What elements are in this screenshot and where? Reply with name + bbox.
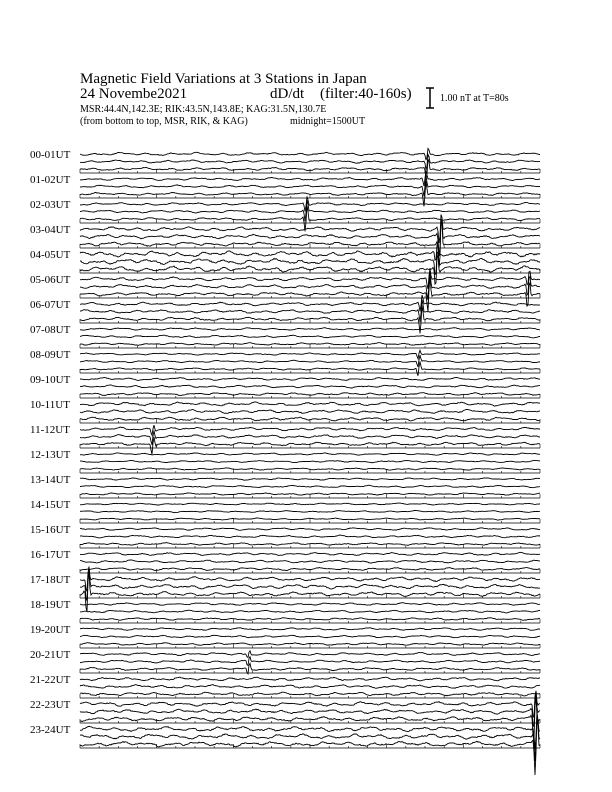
hour-label: 20-21UT — [30, 649, 71, 661]
hour-label: 02-03UT — [30, 199, 71, 211]
trace-line — [80, 460, 540, 462]
trace-line — [80, 159, 540, 178]
trace-line — [80, 181, 540, 206]
hour-label: 12-13UT — [30, 449, 71, 461]
trace-line — [80, 478, 540, 480]
hour-label: 16-17UT — [30, 549, 71, 561]
trace-line — [80, 560, 540, 563]
hour-label: 08-09UT — [30, 349, 71, 361]
hour-label: 01-02UT — [30, 174, 71, 186]
trace-line — [80, 409, 540, 413]
quantity-label: dD/dt — [270, 86, 305, 102]
trace-line — [80, 715, 540, 775]
date-label: 24 Novembe2021 — [80, 86, 188, 102]
hour-label: 07-08UT — [30, 324, 71, 336]
trace-line — [80, 206, 540, 232]
hour-label: 15-16UT — [30, 524, 71, 536]
filter-label: (filter:40-160s) — [320, 86, 412, 102]
trace-line — [80, 651, 540, 658]
hour-label: 05-06UT — [30, 274, 71, 286]
hour-label: 17-18UT — [30, 574, 71, 586]
trace-line — [80, 610, 540, 613]
trace-line — [80, 335, 540, 338]
trace-line — [80, 362, 540, 376]
trace-line — [80, 697, 540, 740]
trace-line — [80, 219, 540, 256]
trace-line — [80, 385, 540, 388]
hour-label: 03-04UT — [30, 224, 71, 236]
trace-line — [80, 196, 540, 211]
hour-label: 09-10UT — [30, 374, 71, 386]
trace-line — [80, 485, 540, 488]
trace-line — [80, 685, 540, 689]
trace-line — [80, 350, 540, 358]
hour-label: 04-05UT — [30, 249, 71, 261]
hour-label: 19-20UT — [30, 624, 71, 636]
trace-line — [80, 511, 540, 513]
hour-label: 06-07UT — [30, 299, 71, 311]
trace-line — [80, 425, 540, 435]
trace-line — [80, 603, 540, 606]
trace-line — [80, 378, 540, 381]
station-order-note: (from bottom to top, MSR, RIK, & KAG) — [80, 116, 248, 127]
trace-line — [80, 677, 540, 681]
hour-label: 22-23UT — [30, 699, 71, 711]
trace-line — [80, 328, 540, 331]
scale-bar-label: 1.00 nT at T=80s — [440, 93, 509, 104]
midnight-note: midnight=1500UT — [290, 116, 366, 127]
hour-label: 10-11UT — [30, 399, 70, 411]
trace-line — [80, 572, 540, 612]
hour-label: 13-14UT — [30, 474, 71, 486]
hour-label: 00-01UT — [30, 149, 71, 161]
trace-line — [80, 355, 540, 367]
trace-line — [80, 535, 540, 538]
station-coordinates: MSR:44.4N,142.3E; RIK:43.5N,143.8E; KAG:31.5N,130.7E — [80, 104, 327, 115]
trace-line — [80, 503, 540, 505]
trace-line — [80, 528, 540, 531]
hour-label: 21-22UT — [30, 674, 71, 686]
trace-line — [80, 657, 540, 666]
trace-line — [80, 552, 540, 555]
trace-line — [80, 635, 540, 638]
hour-label: 18-19UT — [30, 599, 71, 611]
hour-label: 23-24UT — [30, 724, 71, 736]
hour-label: 11-12UT — [30, 424, 70, 436]
trace-line — [80, 628, 540, 631]
trace-line — [80, 402, 540, 406]
trace-line — [80, 149, 540, 161]
hour-label: 14-15UT — [30, 499, 71, 511]
chart-title: Magnetic Field Variations at 3 Stations in Japan — [80, 71, 367, 87]
trace-line — [80, 215, 540, 243]
trace-line — [80, 453, 540, 455]
